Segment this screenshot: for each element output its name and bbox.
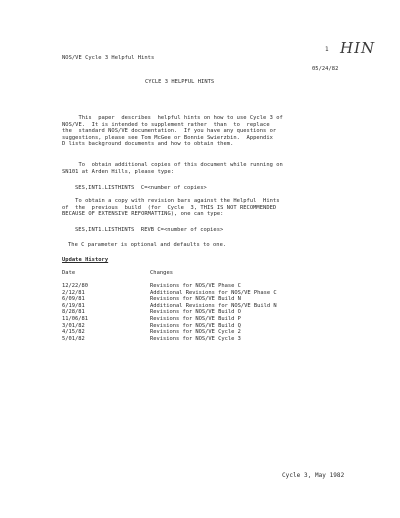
history-date: 5/01/82 (62, 335, 85, 342)
history-change: Additional Revisions for NOS/VE Build N (150, 302, 277, 309)
c-parameter-note: The C parameter is optional and defaults to one. (68, 242, 227, 248)
history-change: Revisions for NOS/VE Cycle 2 (150, 329, 241, 336)
history-change: Revisions for NOS/VE Build O (150, 309, 241, 316)
history-date: 11/06/81 (62, 315, 88, 322)
history-date: 3/01/82 (62, 322, 85, 329)
history-change: Additional Revisions for NOS/VE Phase C (150, 289, 277, 296)
page-number: 1 (325, 46, 329, 53)
history-date: 12/22/80 (62, 283, 88, 289)
history-change: Revisions for NOS/VE Cycle 3 (150, 335, 241, 342)
revision-bars-paragraph: To obtain a copy with revision bars against the Helpful Hints of the previous build (for Cycle 3, THIS IS NOT RECOMMENDED BECAUSE OF EXTENSIVE REFORMATTING), one can type: (62, 198, 280, 218)
document-date: 05/24/82 (312, 66, 339, 72)
copies-paragraph: To obtain additional copies of this document while running on SN101 at Arden Hills, please type: (62, 162, 283, 175)
page-footer: Cycle 3, May 1982 (282, 472, 345, 479)
column-header-date: Date (62, 270, 76, 276)
history-change: Revisions for NOS/VE Build N (150, 296, 241, 303)
listhints-revb-command: SES,INT1.LISTHINTS REVB C=<number of copies> (75, 227, 224, 233)
history-change: Revisions for NOS/VE Build P (150, 315, 241, 322)
history-change: Revisions for NOS/VE Phase C (150, 283, 241, 289)
intro-paragraph: This paper describes helpful hints on how to use Cycle 3 of NOS/VE. It is intended to supplement rather than to replace the standard NOS/VE documentation. If you have any questions or suggestions, please see Tom McGee or Bonnie Swierzbin. Appendix D lists background documents and how to obtain them. (62, 115, 283, 148)
document-title: CYCLE 3 HELPFUL HINTS (145, 79, 215, 85)
history-date: 8/28/81 (62, 309, 85, 316)
column-header-changes: Changes (150, 270, 174, 276)
running-header: NOS/VE Cycle 3 Helpful Hints (62, 55, 155, 61)
handwritten-stamp: HIN (340, 39, 376, 57)
history-date: 4/15/82 (62, 329, 85, 336)
update-history-heading: Update History (62, 257, 109, 263)
history-change: Revisions for NOS/VE Build Q (150, 322, 241, 329)
history-date: 6/09/81 (62, 296, 85, 303)
history-date: 6/19/81 (62, 302, 85, 309)
listhints-command: SES,INT1.LISTHINTS C=<number of copies> (75, 185, 207, 191)
history-date: 2/12/81 (62, 289, 85, 296)
